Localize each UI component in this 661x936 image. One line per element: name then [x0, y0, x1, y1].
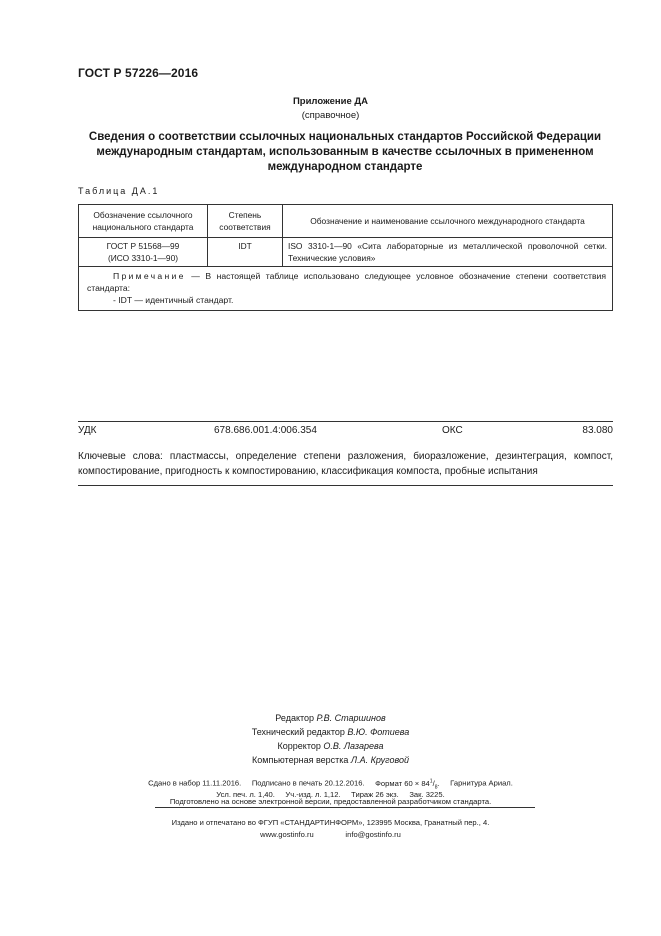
header-international-standard: Обозначение и наименование ссылочного международного стандарта: [283, 205, 613, 238]
credit-name: Л.А. Круговой: [350, 755, 409, 765]
imprint-sent: Сдано в набор 11.11.2016.: [148, 778, 242, 788]
title-line: международным стандартам, использованным в качестве ссылочных в примененном: [96, 146, 594, 158]
udk-label: УДК: [78, 425, 97, 436]
divider: [78, 485, 613, 486]
credit-editor: [0, 713, 661, 723]
cell-international-standard: ISO 3310-1—90 «Сита лабораторные из металлической проволочной сетки. Технические условия»: [283, 238, 613, 267]
title-line: международном стандарте: [267, 161, 423, 173]
oks-code: 83.080: [582, 425, 613, 436]
header-national-standard: Обозначение ссылочного национального стандарта: [79, 205, 208, 238]
email-link[interactable]: info@gostinfo.ru: [345, 830, 401, 839]
table-note-row: [79, 267, 613, 311]
credit-corrector: [0, 741, 661, 751]
appendix-subtitle: (справочное): [301, 110, 360, 121]
website-link[interactable]: www.gostinfo.ru: [260, 830, 314, 839]
imprint-divider: [155, 807, 535, 808]
note-paragraph: [87, 270, 606, 294]
credit-label: Технический редактор: [251, 727, 345, 737]
iso-equivalent-code: (ИСО 3310-1—90): [107, 253, 179, 263]
imprint-format: Формат $60 \times 84^1/_8$.: [375, 778, 440, 791]
oks-label: ОКС: [442, 425, 463, 436]
credit-label: Корректор: [277, 741, 321, 751]
table-label: Таблица ДА.1: [78, 186, 160, 196]
credit-name: Р.В. Старшинов: [316, 713, 386, 723]
document-header: ГОСТ Р 57226—2016: [78, 66, 199, 80]
imprint-signed: Подписано в печать 20.12.2016.: [251, 778, 365, 788]
appendix-title: Приложение ДА: [292, 96, 369, 107]
udk-line: [78, 421, 613, 439]
imprint-contacts: [0, 830, 661, 839]
imprint-publisher: Издано и отпечатано во ФГУП «СТАНДАРТИНФОРМ», 123995 Москва, Гранатный пер., 4.: [171, 818, 490, 827]
imprint-zak: Зак. 3225.: [409, 790, 445, 799]
imprint-font: Гарнитура Ариал.: [450, 778, 513, 788]
credit-tech-editor: [0, 727, 661, 737]
note-text: — В настоящей таблице использовано следующее условное обозначение степени соответствия стандарта:: [87, 271, 606, 293]
imprint-tirazh: Тираж 26 экз.: [351, 790, 399, 799]
table-header-row: [79, 205, 613, 238]
credit-label: Редактор: [275, 713, 315, 723]
credit-name: О.В. Лазарева: [323, 741, 384, 751]
credit-name: В.Ю. Фотиева: [347, 727, 410, 737]
section-title: [85, 130, 605, 175]
table-row: [79, 238, 613, 267]
imprint-prepared: Подготовлено на основе электронной версии, предоставленной разработчиком стандарта.: [169, 797, 492, 806]
credit-label: Компьютерная верстка: [252, 755, 349, 765]
correspondence-table: [78, 204, 613, 311]
cell-national-standard: [79, 238, 208, 267]
national-standard-code: ГОСТ Р 51568—99: [106, 241, 180, 251]
udk-code: 678.686.001.4:006.354: [214, 425, 317, 436]
imprint-usl: Усл. печ. л. 1,40.: [216, 790, 275, 799]
imprint-line-1: [0, 778, 661, 790]
credit-layout: [0, 755, 661, 765]
note-label: Примечание: [113, 271, 186, 281]
header-degree: Степень соответствия: [208, 205, 283, 238]
title-line: Сведения о соответствии ссылочных национальных стандартов Российской Федерации: [88, 131, 602, 143]
keywords: Ключевые слова: пластмассы, определение степени разложения, биоразложение, дезинтеграция, компост, компостирование, пригодность к компостированию, классификация компоста, пробные испытания: [78, 451, 613, 477]
table-note: [79, 267, 613, 311]
note-item: - IDT — идентичный стандарт.: [113, 295, 234, 305]
cell-degree: IDT: [208, 238, 283, 267]
imprint-uch: Уч.-изд. л. 1,12.: [285, 790, 341, 799]
